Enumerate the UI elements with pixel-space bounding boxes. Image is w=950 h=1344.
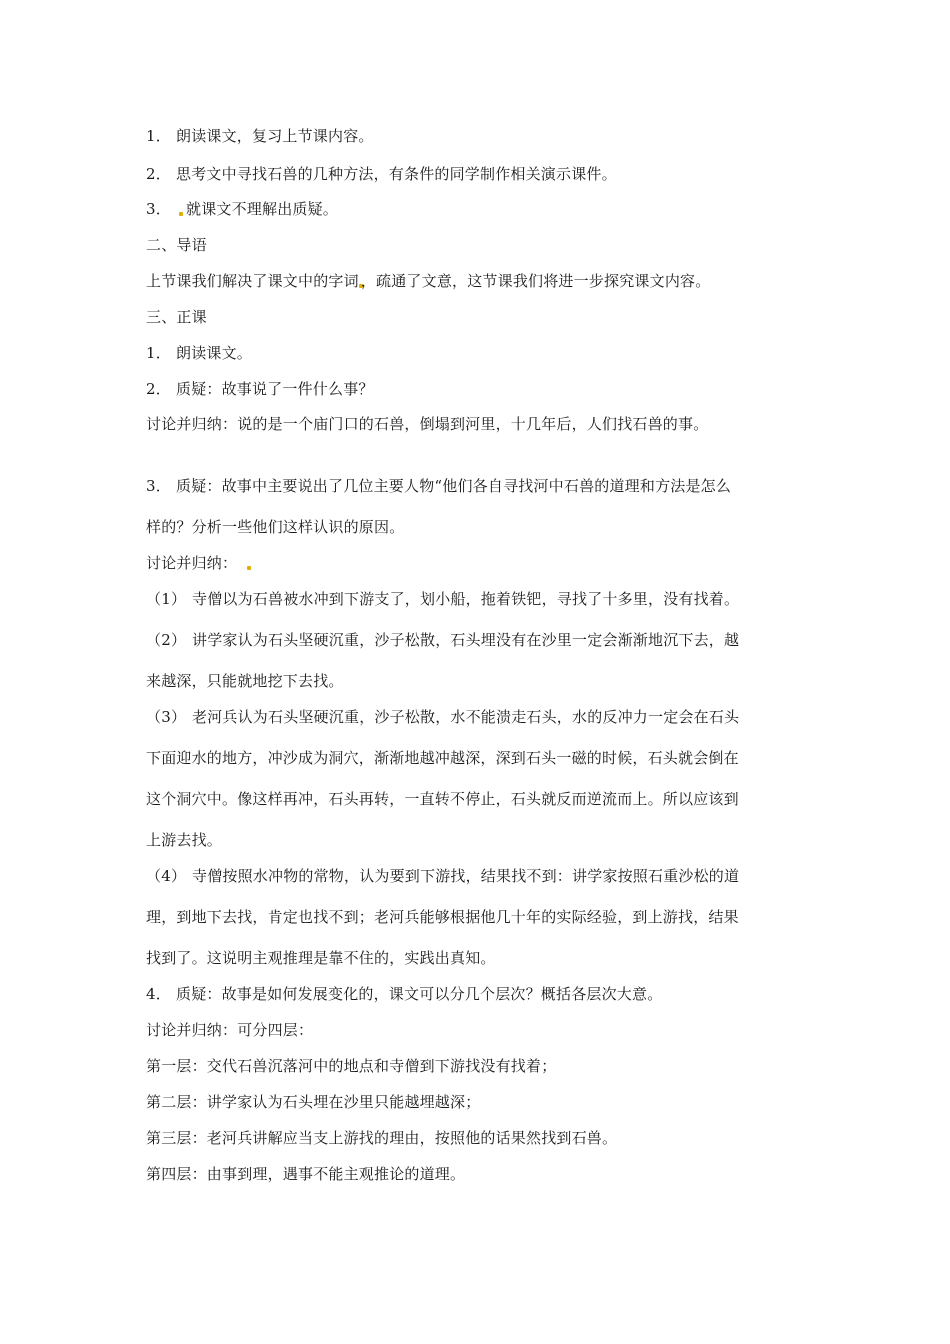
point-text: 老河兵认为石头坚硬沉重，沙子松散，水不能溃走石头，水的反冲力一定会在石头 xyxy=(192,708,740,726)
point-number: （1） xyxy=(146,590,187,608)
point-number: （4） xyxy=(146,867,187,885)
heading-intro: 二、导语 xyxy=(146,236,207,254)
question-2-answer: 讨论并归纳：说的是一个庙门口的石兽，倒塌到河里，十几年后，人们找石兽的事。 xyxy=(146,415,709,433)
question-3-line-2: 样的？分析一些他们这样认识的原因。 xyxy=(146,518,405,536)
point-3-line-2: 下面迎水的地方，冲沙成为洞穴，渐渐地越冲越深，深到石头一磁的时候，石头就会倒在 xyxy=(146,749,739,767)
intro-text-part1: 上节课我们解决了课文中的字词 xyxy=(146,272,359,290)
point-4-line-3: 找到了。这说明主观推理是靠不住的，实践出真知。 xyxy=(146,949,496,967)
highlight-mark xyxy=(179,212,183,216)
item-text: 质疑：故事说了一件什么事？ xyxy=(176,380,374,398)
item-text: 朗读课文。 xyxy=(176,344,253,362)
item-number: 3． xyxy=(146,200,171,218)
point-number: （3） xyxy=(146,708,187,726)
point-number: （2） xyxy=(146,631,187,649)
layer-3: 第三层：老河兵讲解应当支上游找的理由，按照他的话果然找到石兽。 xyxy=(146,1129,618,1147)
point-3-line-1 xyxy=(146,707,816,727)
point-1-line-1 xyxy=(146,589,816,609)
item-number: 1． xyxy=(146,344,171,362)
item-text: 思考文中寻找石兽的几种方法，有条件的同学制作相关演示课件。 xyxy=(176,165,617,183)
item-number: 4． xyxy=(146,985,171,1003)
item-number: 3． xyxy=(146,477,171,495)
layer-2: 第二层：讲学家认为石头埋在沙里只能越埋越深； xyxy=(146,1093,481,1111)
intro-text-part2: ，疏通了文意，这节课我们将进一步探究课文内容。 xyxy=(360,272,711,290)
question-3-line-1 xyxy=(146,476,816,496)
point-3-line-4: 上游去找。 xyxy=(146,831,223,849)
intro-paragraph xyxy=(146,271,816,291)
question-1 xyxy=(146,343,816,363)
answer-label-text: 讨论并归纳： xyxy=(146,554,238,572)
question-4 xyxy=(146,984,816,1004)
question-2 xyxy=(146,379,816,399)
point-4-line-2: 理，到地下去找，肯定也找不到；老河兵能够根据他几十年的实际经验，到上游找，结果 xyxy=(146,908,739,926)
point-text: 寺僧按照水冲物的常物，认为要到下游找，结果找不到：讲学家按照石重沙松的道 xyxy=(192,867,740,885)
item-number: 2． xyxy=(146,165,171,183)
highlight-mark xyxy=(247,566,251,570)
review-item-2 xyxy=(146,164,816,184)
layer-1: 第一层：交代石兽沉落河中的地点和寺僧到下游找没有找着； xyxy=(146,1057,557,1075)
heading-main: 三、正课 xyxy=(146,308,207,326)
item-text: 质疑：故事是如何发展变化的，课文可以分几个层次？概括各层次大意。 xyxy=(176,985,663,1003)
item-number: 1． xyxy=(146,127,171,145)
item-text: 朗读课文，复习上节课内容。 xyxy=(176,127,374,145)
point-text: 寺僧以为石兽被水冲到下游支了，划小船，拖着铁钯，寻找了十多里，没有找着。 xyxy=(192,590,740,608)
review-item-1 xyxy=(146,126,816,146)
point-4-line-1 xyxy=(146,866,816,886)
question-4-answer: 讨论并归纳：可分四层： xyxy=(146,1021,314,1039)
review-item-3 xyxy=(146,199,816,219)
item-number: 2． xyxy=(146,380,171,398)
point-text: 讲学家认为石头坚硬沉重，沙子松散，石头埋没有在沙里一定会渐渐地沉下去，越 xyxy=(192,631,740,649)
layer-4: 第四层：由事到理，遇事不能主观推论的道理。 xyxy=(146,1165,466,1183)
item-text: 就课文不理解出质疑。 xyxy=(186,200,339,218)
point-2-line-2: 来越深，只能就地挖下去找。 xyxy=(146,672,344,690)
item-text: 质疑：故事中主要说出了几位主要人物“他们各自寻找河中石兽的道理和方法是怎么 xyxy=(176,477,732,495)
point-3-line-3: 这个洞穴中。像这样再冲，石头再转，一直转不停止，石头就反而逆流而上。所以应该到 xyxy=(146,790,739,808)
point-2-line-1 xyxy=(146,630,816,650)
question-3-answer-label xyxy=(146,553,816,573)
